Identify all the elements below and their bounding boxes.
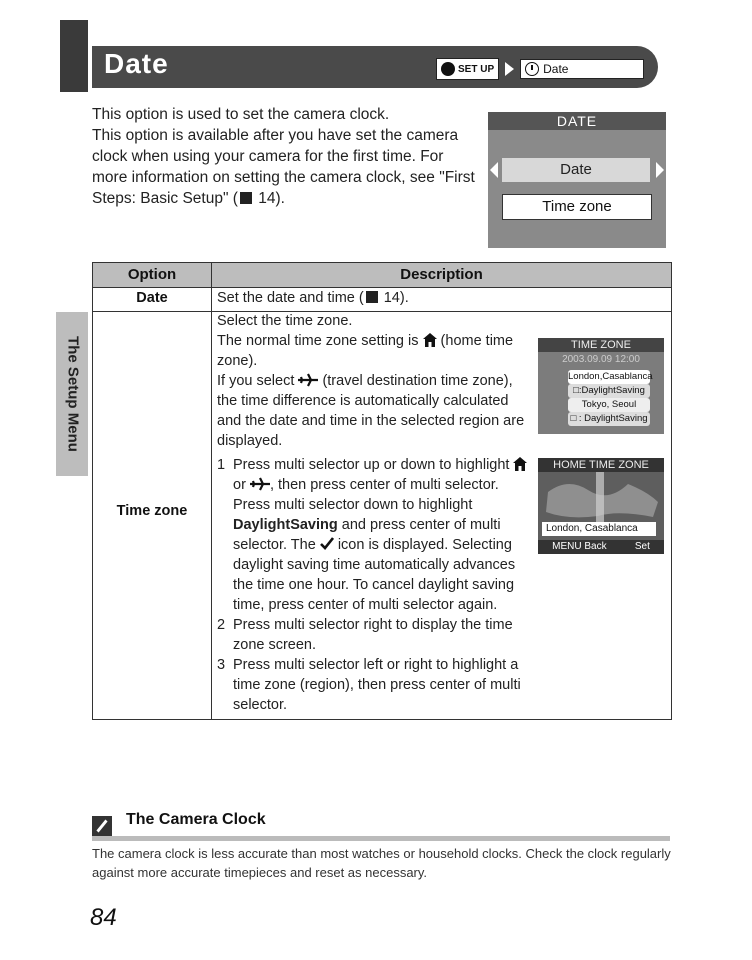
- arrow-right-icon: [505, 62, 514, 76]
- note-title: The Camera Clock: [126, 811, 266, 828]
- timezone-travel-city: Tokyo, Seoul: [568, 398, 650, 412]
- step-2: 2 Press multi selector right to display the time zone screen.: [217, 617, 513, 653]
- world-map-image: [538, 472, 664, 522]
- page-reference-icon: [366, 291, 378, 303]
- page-title: Date: [104, 48, 169, 79]
- arrow-right-icon: [656, 162, 664, 178]
- breadcrumb: [436, 58, 644, 80]
- step-1: 1 Press multi selector up or down to highlight or , then press center of multi selector. Press multi selector down to highlight DaylightSaving and press center of multi selector. The icon is displayed. Selecting daylight saving time automatically advances the time one hour. To cancel daylight saving time, press center of multi selector again.: [217, 455, 529, 615]
- note-text: The camera clock is less accurate than most watches or household clocks. Check the clock regularly against more accurate timepieces and reset as necessary.: [92, 846, 671, 880]
- page-reference-icon: [240, 192, 252, 204]
- table-row-option-date: Date: [136, 290, 168, 306]
- timezone-steps: [217, 455, 529, 715]
- arrow-left-icon: [490, 162, 498, 178]
- clock-icon: [525, 62, 539, 76]
- timezone-travel-dst: □ : DaylightSaving: [568, 412, 650, 426]
- timezone-home-city: London,Casablanca: [568, 371, 653, 382]
- date-menu-screen: [488, 112, 666, 248]
- home-icon: [513, 457, 527, 471]
- step-3: 3 Press multi selector left or right to highlight a time zone (region), then press center of multi selector.: [217, 657, 521, 713]
- page-number: 84: [90, 904, 117, 931]
- timezone-menu-item: Time zone: [502, 194, 652, 220]
- table-row-desc-timezone: Select the time zone. The normal time zone setting is (home time zone). If you select (travel destination time zone), the time difference is automatically calculated and the date and time in the selected region are displayed.: [217, 313, 525, 449]
- chapter-tab-marker: [60, 20, 88, 92]
- table-column-divider: [211, 287, 212, 719]
- section-side-tab: The Setup Menu: [56, 312, 88, 476]
- note-pencil-icon: [92, 816, 112, 836]
- travel-plane-icon: [298, 373, 318, 387]
- table-row-option-timezone: Time zone: [116, 503, 188, 519]
- travel-plane-icon: [250, 477, 270, 491]
- breadcrumb-setup-menu: SET UP: [436, 58, 499, 80]
- intro-line-1: This option is used to set the camera clock.: [92, 106, 390, 123]
- breadcrumb-date-item: Date: [520, 59, 644, 79]
- home-icon: [423, 333, 437, 347]
- intro-text: [92, 104, 476, 209]
- table-row-desc-date: Set the date and time ( 14).: [217, 290, 409, 306]
- home-timezone-footer: MENU Back Set: [538, 540, 664, 554]
- camera-icon: [441, 62, 455, 76]
- table-header-option: Option: [93, 263, 212, 287]
- note-divider: [92, 836, 670, 841]
- checkmark-icon: [320, 537, 334, 550]
- date-screen-title: DATE: [488, 112, 666, 130]
- intro-line-2: This option is available after you have set the camera clock when using your camera for the first time. For more information on setting the camera clock, see "First Steps: Basic Setup" ( 14).: [92, 127, 475, 207]
- timezone-home-dst: □:DaylightSaving: [568, 384, 650, 398]
- table-header-description: Description: [212, 263, 671, 287]
- home-timezone-city: London, Casablanca: [542, 522, 656, 536]
- timezone-screen: TIME ZONE 2003.09.09 12:00 London,Casablanca □:DaylightSaving Tokyo, Seoul □ : DaylightSaving: [538, 338, 664, 434]
- date-menu-item: Date: [502, 158, 650, 182]
- home-timezone-screen: HOME TIME ZONE London, Casablanca MENU Back Set: [538, 458, 664, 554]
